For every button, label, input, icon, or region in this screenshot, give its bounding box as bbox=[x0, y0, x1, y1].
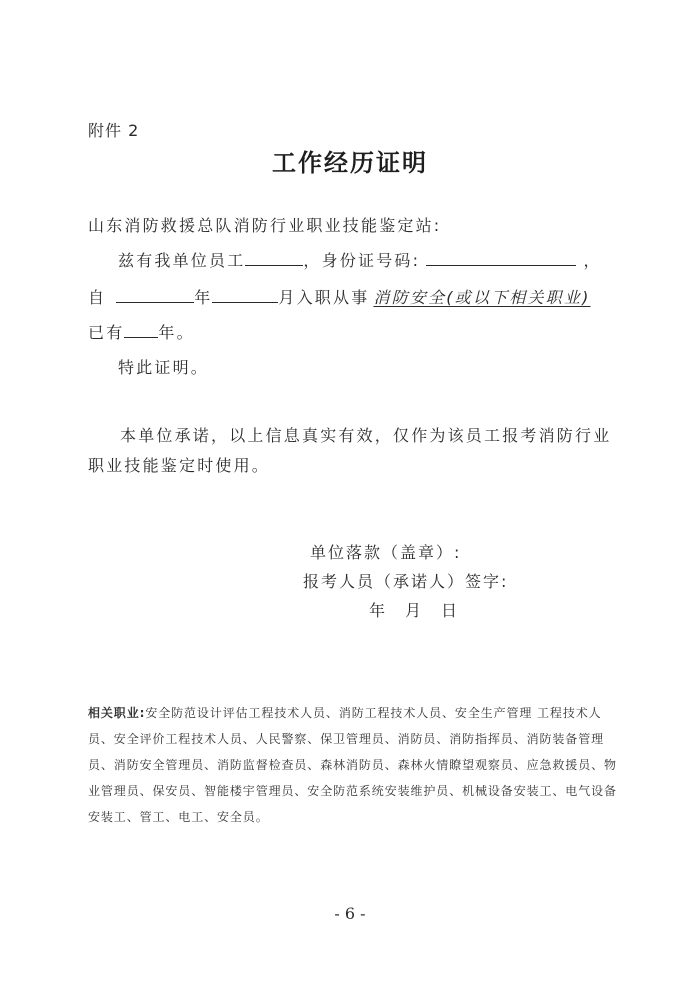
page-title: 工作经历证明 bbox=[272, 148, 428, 177]
id-number-blank bbox=[426, 251, 576, 266]
employee-line bbox=[118, 248, 602, 271]
related-list: 安全防范设计评估工程技术人员、消防工程技术人员、安全生产管理 工程技术人员、安全评价工程技术人员、人民警察、保卫管理员、消防员、消防指挥员、消防装备管理员、消防安全管理员、消防监督检查员、森林消防员、森林火情瞭望观察员、应急救援员、物业管理员、保安员、智能楼宇管理员、安全防范系统安装维护员、机械设备安装工、电气设备安装工、管工、电工、安全员。 bbox=[88, 706, 617, 824]
tenure-line bbox=[88, 320, 195, 343]
employment-date-line bbox=[88, 285, 591, 308]
year-label: 年 bbox=[194, 288, 213, 307]
recipient: 山东消防救援总队消防行业职业技能鉴定站: bbox=[88, 216, 442, 235]
month-suffix: 月入职从事 bbox=[278, 288, 370, 307]
employee-prefix: 兹有我单位员工 bbox=[118, 251, 246, 270]
tenure-suffix: 年。 bbox=[158, 323, 195, 342]
date-day: 日 bbox=[441, 601, 460, 620]
id-label: ，身份证号码: bbox=[303, 251, 421, 270]
start-month-blank bbox=[212, 288, 278, 303]
occupation-text: 消防安全(或以下相关职业) bbox=[373, 288, 591, 307]
from-label: 自 bbox=[88, 288, 107, 307]
tenure-years-blank bbox=[124, 323, 158, 338]
related-occupations bbox=[88, 700, 618, 830]
applicant-signature-label: 报考人员（承诺人）签字: bbox=[303, 572, 509, 591]
date-year: 年 bbox=[369, 601, 388, 620]
date-month: 月 bbox=[405, 601, 424, 620]
employee-name-blank bbox=[245, 251, 303, 266]
promise-paragraph: 本单位承诺，以上信息真实有效，仅作为该员工报考消防行业职业技能鉴定时使用。 bbox=[88, 426, 612, 475]
tenure-prefix: 已有 bbox=[88, 323, 125, 342]
signature-date bbox=[369, 598, 459, 621]
certify-text: 特此证明。 bbox=[118, 358, 210, 377]
related-label: 相关职业: bbox=[88, 706, 146, 720]
start-year-blank bbox=[116, 288, 194, 303]
page-number: - 6 - bbox=[334, 904, 366, 923]
unit-seal-label: 单位落款（盖章）: bbox=[310, 543, 462, 562]
comma: ， bbox=[583, 251, 602, 270]
attachment-label: 附件 2 bbox=[88, 121, 140, 140]
